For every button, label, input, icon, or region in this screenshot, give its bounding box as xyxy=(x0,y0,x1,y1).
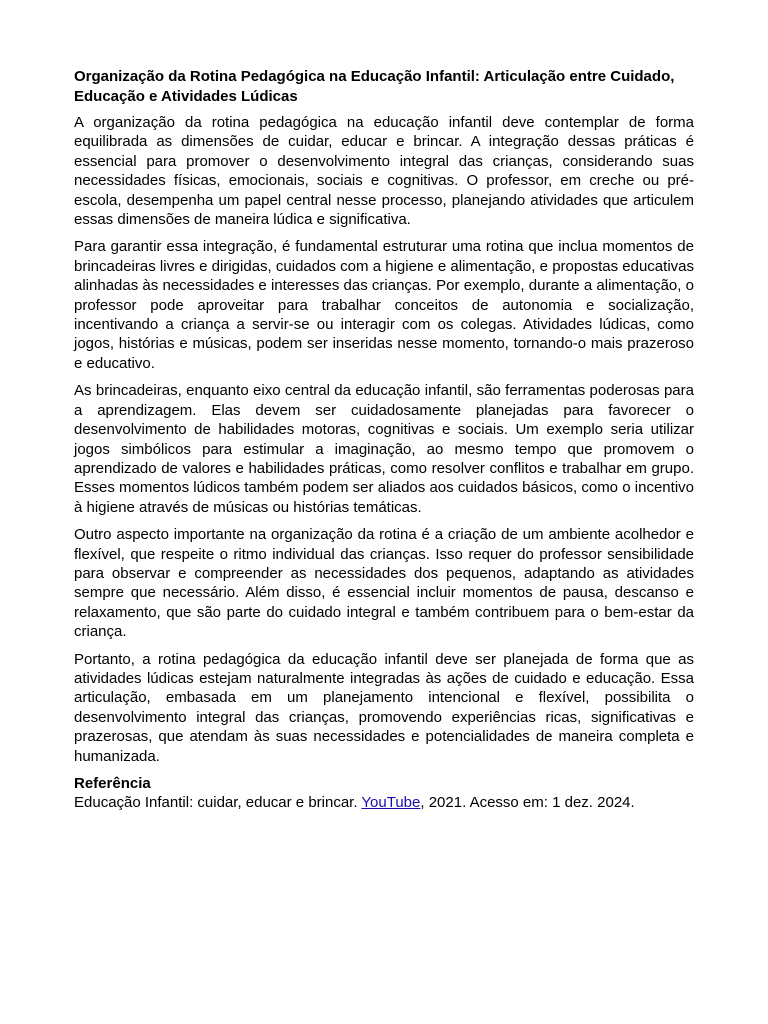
reference-text-after-link: , 2021. Acesso em: 1 dez. 2024. xyxy=(420,794,635,812)
paragraph-1: A organização da rotina pedagógica na educação infantil deve contemplar de forma equilibrada as dimensões de cuidar, educar e brincar. A integração dessas práticas é essencial para promover o desenvolvimento integral das crianças, considerando suas necessidades físicas, emocionais, sociais e cognitivas. O professor, em creche ou pré-escola, desempenha um papel central nesse processo, planejando atividades que articulem essas dimensões de maneira lúdica e significativa. xyxy=(74,114,694,229)
paragraph-2: Para garantir essa integração, é fundamental estruturar uma rotina que inclua momentos de brincadeiras livres e dirigidas, cuidados com a higiene e alimentação, e propostas educativas alinhadas às necessidades e interesses das crianças. Por exemplo, durante a alimentação, o professor pode aproveitar para trabalhar conceitos de autonomia e socialização, incentivando a criança a servir-se ou interagir com os colegas. Atividades lúdicas, como jogos, histórias e músicas, podem ser inseridas nesse momento, tornando-o mais prazeroso e educativo. xyxy=(74,238,694,372)
paragraph-5: Portanto, a rotina pedagógica da educação infantil deve ser planejada de forma que as atividades lúdicas estejam naturalmente integradas às ações de cuidado e educação. Essa articulação, embasada em um planejamento intencional e flexível, possibilita o desenvolvimento integral das crianças, promovendo experiências ricas, significativas e prazerosas, que atendam às suas necessidades e potencialidades de maneira completa e humanizada. xyxy=(74,650,694,765)
document-title: Organização da Rotina Pedagógica na Educação Infantil: Articulação entre Cuidado, Educação e Atividades Lúdicas xyxy=(74,68,675,105)
paragraph-4: Outro aspecto importante na organização da rotina é a criação de um ambiente acolhedor e flexível, que respeite o ritmo individual das crianças. Isso requer do professor sensibilidade para observar e compreender as necessidades dos pequenos, adaptando as atividades sempre que necessário. Além disso, é essencial incluir momentos de pausa, descanso e relaxamento, que são parte do cuidado integral e também contribuem para o bem-estar da criança. xyxy=(74,526,694,641)
paragraph-3: As brincadeiras, enquanto eixo central da educação infantil, são ferramentas poderosas para a aprendizagem. Elas devem ser cuidadosamente planejadas para favorecer o desenvolvimento de habilidades motoras, cognitivas e sociais. Um exemplo seria utilizar jogos simbólicos para estimular a imaginação, ao mesmo tempo que promovem o aprendizado de valores e habilidades práticas, como resolver conflitos e trabalhar em grupo. Esses momentos lúdicos também podem ser aliados aos cuidados básicos, como o incentivo à higiene através de músicas ou histórias temáticas. xyxy=(74,382,694,516)
reference-text-before-link: Educação Infantil: cuidar, educar e brincar. xyxy=(74,794,362,812)
reference-heading: Referência xyxy=(74,775,151,792)
youtube-link[interactable]: YouTube xyxy=(361,794,421,812)
document-page xyxy=(74,67,694,813)
reference-citation xyxy=(74,793,694,812)
